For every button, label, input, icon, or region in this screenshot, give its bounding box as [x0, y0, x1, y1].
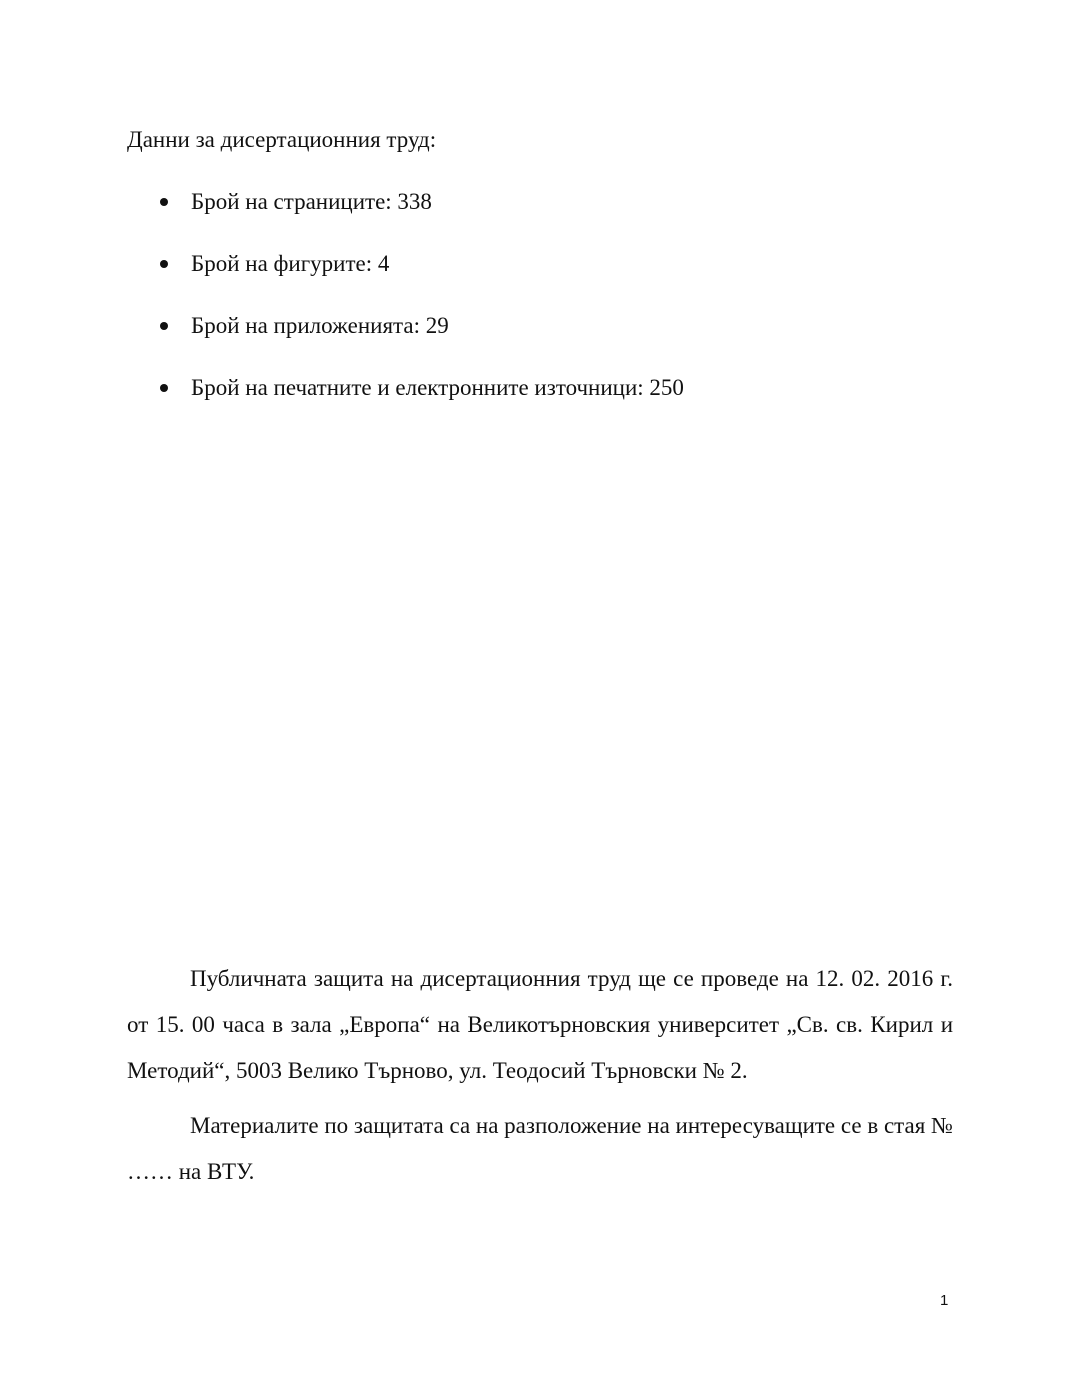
page-number: 1	[940, 1292, 949, 1309]
stat-figures: Брой на фигурите: 4	[191, 251, 390, 276]
materials-paragraph: Материалите по защитата са на разположение на интересуващите се в стая № …… на ВТУ.	[127, 1113, 953, 1184]
bullet-icon	[160, 198, 168, 206]
stat-sources: Брой на печатните и електронните източници: 250	[191, 375, 684, 400]
bullet-icon	[160, 322, 168, 330]
defense-announcement-paragraph: Публичната защита на дисертационния труд ще се проведе на 12. 02. 2016 г. от 15. 00 часа в зала „Европа“ на Великотърновския университет „Св. св. Кирил и Методий“, 5003 Велико Търново, ул. Теодосий Търновски № 2.	[127, 966, 953, 1083]
stat-appendices: Брой на приложенията: 29	[191, 313, 449, 338]
bullet-icon	[160, 260, 168, 268]
dissertation-data-heading: Данни за дисертационния труд:	[127, 127, 437, 152]
stat-pages: Брой на страниците: 338	[191, 189, 432, 214]
bullet-icon	[160, 384, 168, 392]
